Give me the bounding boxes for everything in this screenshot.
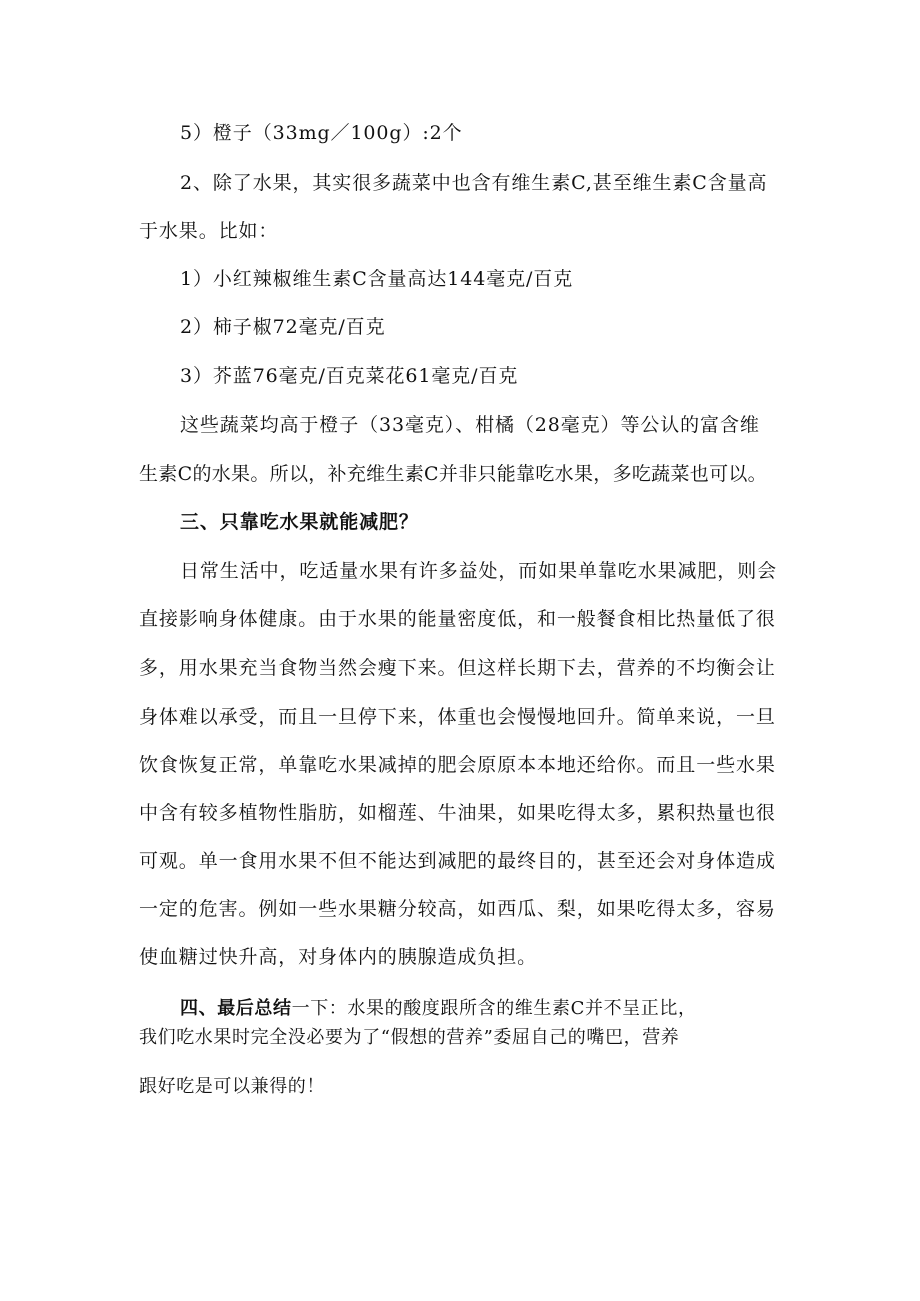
summary-text: 一下：水果的酸度跟所含的维生素C并不呈正比，	[291, 998, 697, 1019]
paragraph-line: 可观。单一食用水果不但不能达到减肥的最终目的，甚至还会对身体造成	[139, 850, 776, 872]
paragraph-line: 日常生活中，吃适量水果有许多益处，而如果单靠吃水果减肥，则会	[180, 560, 778, 582]
section-heading: 三、只靠吃水果就能减肥？	[180, 511, 419, 533]
paragraph-line: 使血糖过快升高，对身体内的胰腺造成负担。	[139, 946, 538, 968]
list-item: 3）芥蓝76毫克/百克菜花61毫克/百克	[180, 365, 519, 387]
summary-heading: 四、最后总结	[180, 998, 292, 1019]
list-item: 2）柿子椒72毫克/百克	[180, 316, 386, 338]
summary-line: 跟好吃是可以兼得的！	[139, 1076, 325, 1097]
paragraph-line: 一定的危害。例如一些水果糖分较高，如西瓜、梨，如果吃得太多，容易	[139, 898, 776, 920]
paragraph-line: 2、除了水果，其实很多蔬菜中也含有维生素C,甚至维生素C含量高	[180, 172, 768, 194]
list-item: 1）小红辣椒维生素C含量高达144毫克/百克	[180, 268, 574, 290]
paragraph-line: 饮食恢复正常，单靠吃水果减掉的肥会原原本本地还给你。而且一些水果	[139, 754, 776, 776]
paragraph-line: 生素C的水果。所以，补充维生素C并非只能靠吃水果，多吃蔬菜也可以。	[139, 463, 767, 485]
paragraph-line: 于水果。比如：	[139, 220, 279, 242]
paragraph-line: 这些蔬菜均高于橙子（33毫克）、柑橘（28毫克）等公认的富含维	[180, 414, 760, 436]
list-item: 5）橙子（33mg／100g）:2个	[180, 122, 463, 144]
paragraph-line: 多，用水果充当食物当然会瘦下来。但这样长期下去，营养的不均衡会让	[139, 657, 776, 679]
paragraph-line: 身体难以承受，而且一旦停下来，体重也会慢慢地回升。简单来说，一旦	[139, 706, 776, 728]
paragraph-line: 直接影响身体健康。由于水果的能量密度低，和一般餐食相比热量低了很	[139, 608, 776, 630]
summary-line: 我们吃水果时完全没必要为了“假想的营养”委屈自己的嘴巴，营养	[139, 1027, 680, 1048]
summary-line	[180, 997, 697, 1021]
paragraph-line: 中含有较多植物性脂肪，如榴莲、牛油果，如果吃得太多，累积热量也很	[139, 802, 776, 824]
